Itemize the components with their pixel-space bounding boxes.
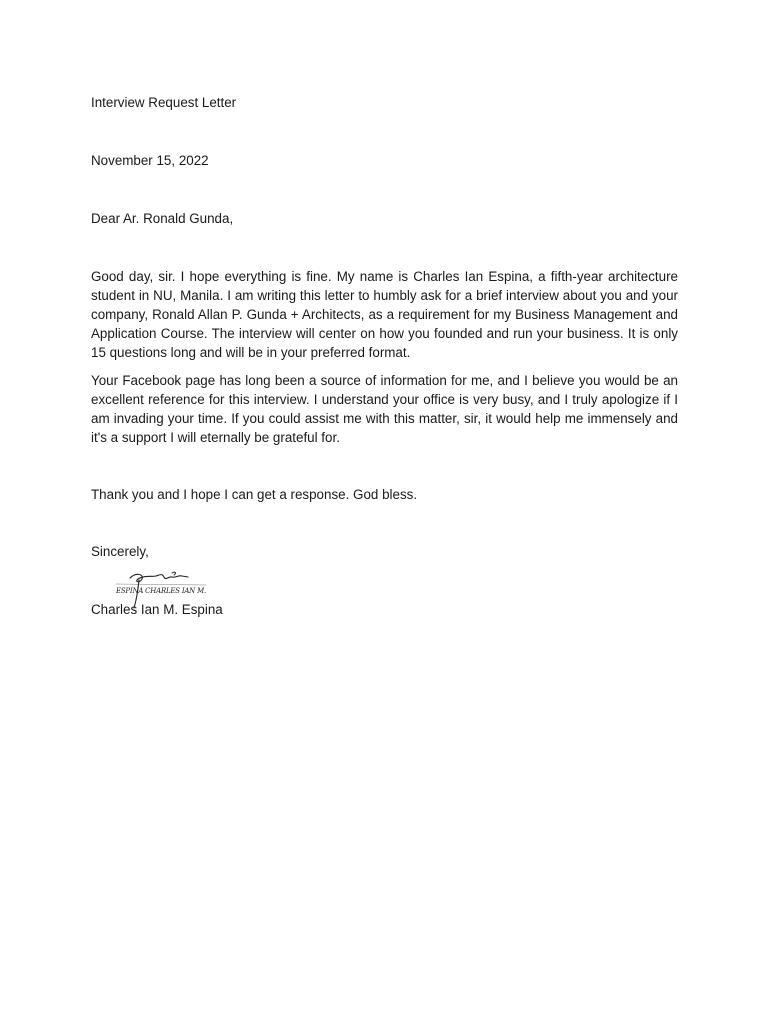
letter-signoff: Sincerely, bbox=[91, 544, 149, 559]
letter-salutation: Dear Ar. Ronald Gunda, bbox=[91, 211, 234, 226]
letter-title: Interview Request Letter bbox=[91, 95, 237, 110]
letter-signer-name: Charles Ian M. Espina bbox=[91, 602, 223, 617]
letter-paragraph-1: Good day, sir. I hope everything is fine. My name is Charles Ian Espina, a fifth-year architecture student in NU, Manila. I am writing this letter to humbly ask for a brief interview about you and your company, Ronald Allan P. Gunda + Architects, as a requirement for my Business Management and Application Course. The interview will center on how you founded and run your business. It is only 15 questions long and will be in your preferred format. bbox=[91, 269, 678, 360]
letter-date: November 15, 2022 bbox=[91, 153, 209, 168]
svg-text:ESPINA CHARLES IAN M.: ESPINA CHARLES IAN M. bbox=[115, 587, 206, 595]
letter-paragraph-2: Your Facebook page has long been a source of information for me, and I believe you would be an excellent reference for this interview. I understand your office is very busy, and I truly apologize if I am invading your time. If you could assist me with this matter, sir, it would help me immensely and it's a support I will eternally be grateful for. bbox=[91, 373, 678, 445]
letter-thanks: Thank you and I hope I can get a response. God bless. bbox=[91, 487, 418, 502]
